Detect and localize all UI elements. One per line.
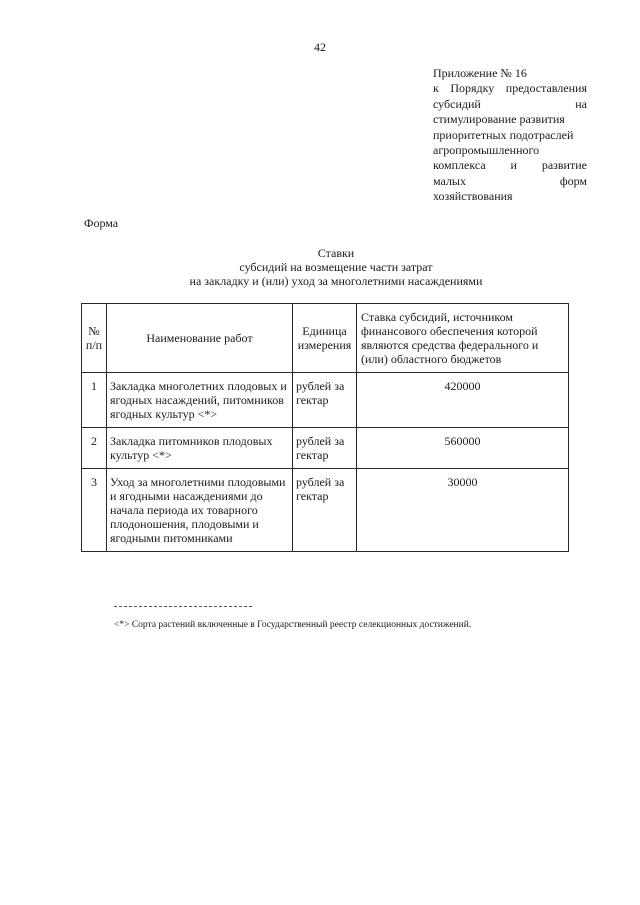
title-line: на закладку и (или) уход за многолетними насаждениями [189, 274, 483, 288]
row-name: Закладка питомников плодовых культур <*> [107, 428, 293, 469]
rates-table [81, 303, 569, 552]
table-row [82, 428, 569, 469]
appendix-line: комплекса и развитие [433, 158, 587, 173]
header-unit: Единица измерения [293, 304, 357, 373]
row-num: 3 [82, 469, 107, 552]
row-unit: рублей за гектар [293, 373, 357, 428]
table-header-row [82, 304, 569, 373]
document-title [0, 246, 640, 288]
row-unit: рублей за гектар [293, 469, 357, 552]
title-line: субсидий на возмещение части затрат [239, 260, 433, 274]
appendix-header [433, 66, 587, 205]
footnote-separator [114, 606, 252, 607]
title-line: Ставки [317, 246, 355, 260]
appendix-line: стимулирование развития [433, 112, 565, 127]
row-rate: 420000 [357, 373, 569, 428]
footnote: <*> Сорта растений включенные в Государственный реестр селекционных достижений. [114, 620, 472, 630]
appendix-line: приоритетных подотраслей [433, 127, 574, 142]
appendix-line: хозяйствования [433, 189, 513, 204]
row-name: Закладка многолетних плодовых и ягодных насаждений, питомников ягодных культур <*> [107, 373, 293, 428]
row-name: Уход за многолетними плодовыми и ягодными насаждениями до начала периода их товарного плодоношения, плодовыми и ягодными питомниками [107, 469, 293, 552]
row-rate: 30000 [357, 469, 569, 552]
header-name: Наименование работ [107, 304, 293, 373]
appendix-line: агропромышленного [433, 143, 540, 158]
row-rate: 560000 [357, 428, 569, 469]
table-row [82, 373, 569, 428]
row-unit: рублей за гектар [293, 428, 357, 469]
page-number: 42 [314, 40, 326, 54]
table-row [82, 469, 569, 552]
appendix-title: Приложение № 16 [433, 66, 527, 80]
row-num: 1 [82, 373, 107, 428]
row-num: 2 [82, 428, 107, 469]
appendix-line: субсидий на [433, 96, 587, 111]
appendix-line: малых форм [433, 173, 587, 188]
header-rate: Ставка субсидий, источником финансового обеспечения которой являются средства федерального и (или) областного бюджетов [357, 304, 569, 373]
header-num: № п/п [82, 304, 107, 373]
form-label: Форма [84, 216, 119, 230]
appendix-line: к Порядку предоставления [433, 81, 587, 96]
